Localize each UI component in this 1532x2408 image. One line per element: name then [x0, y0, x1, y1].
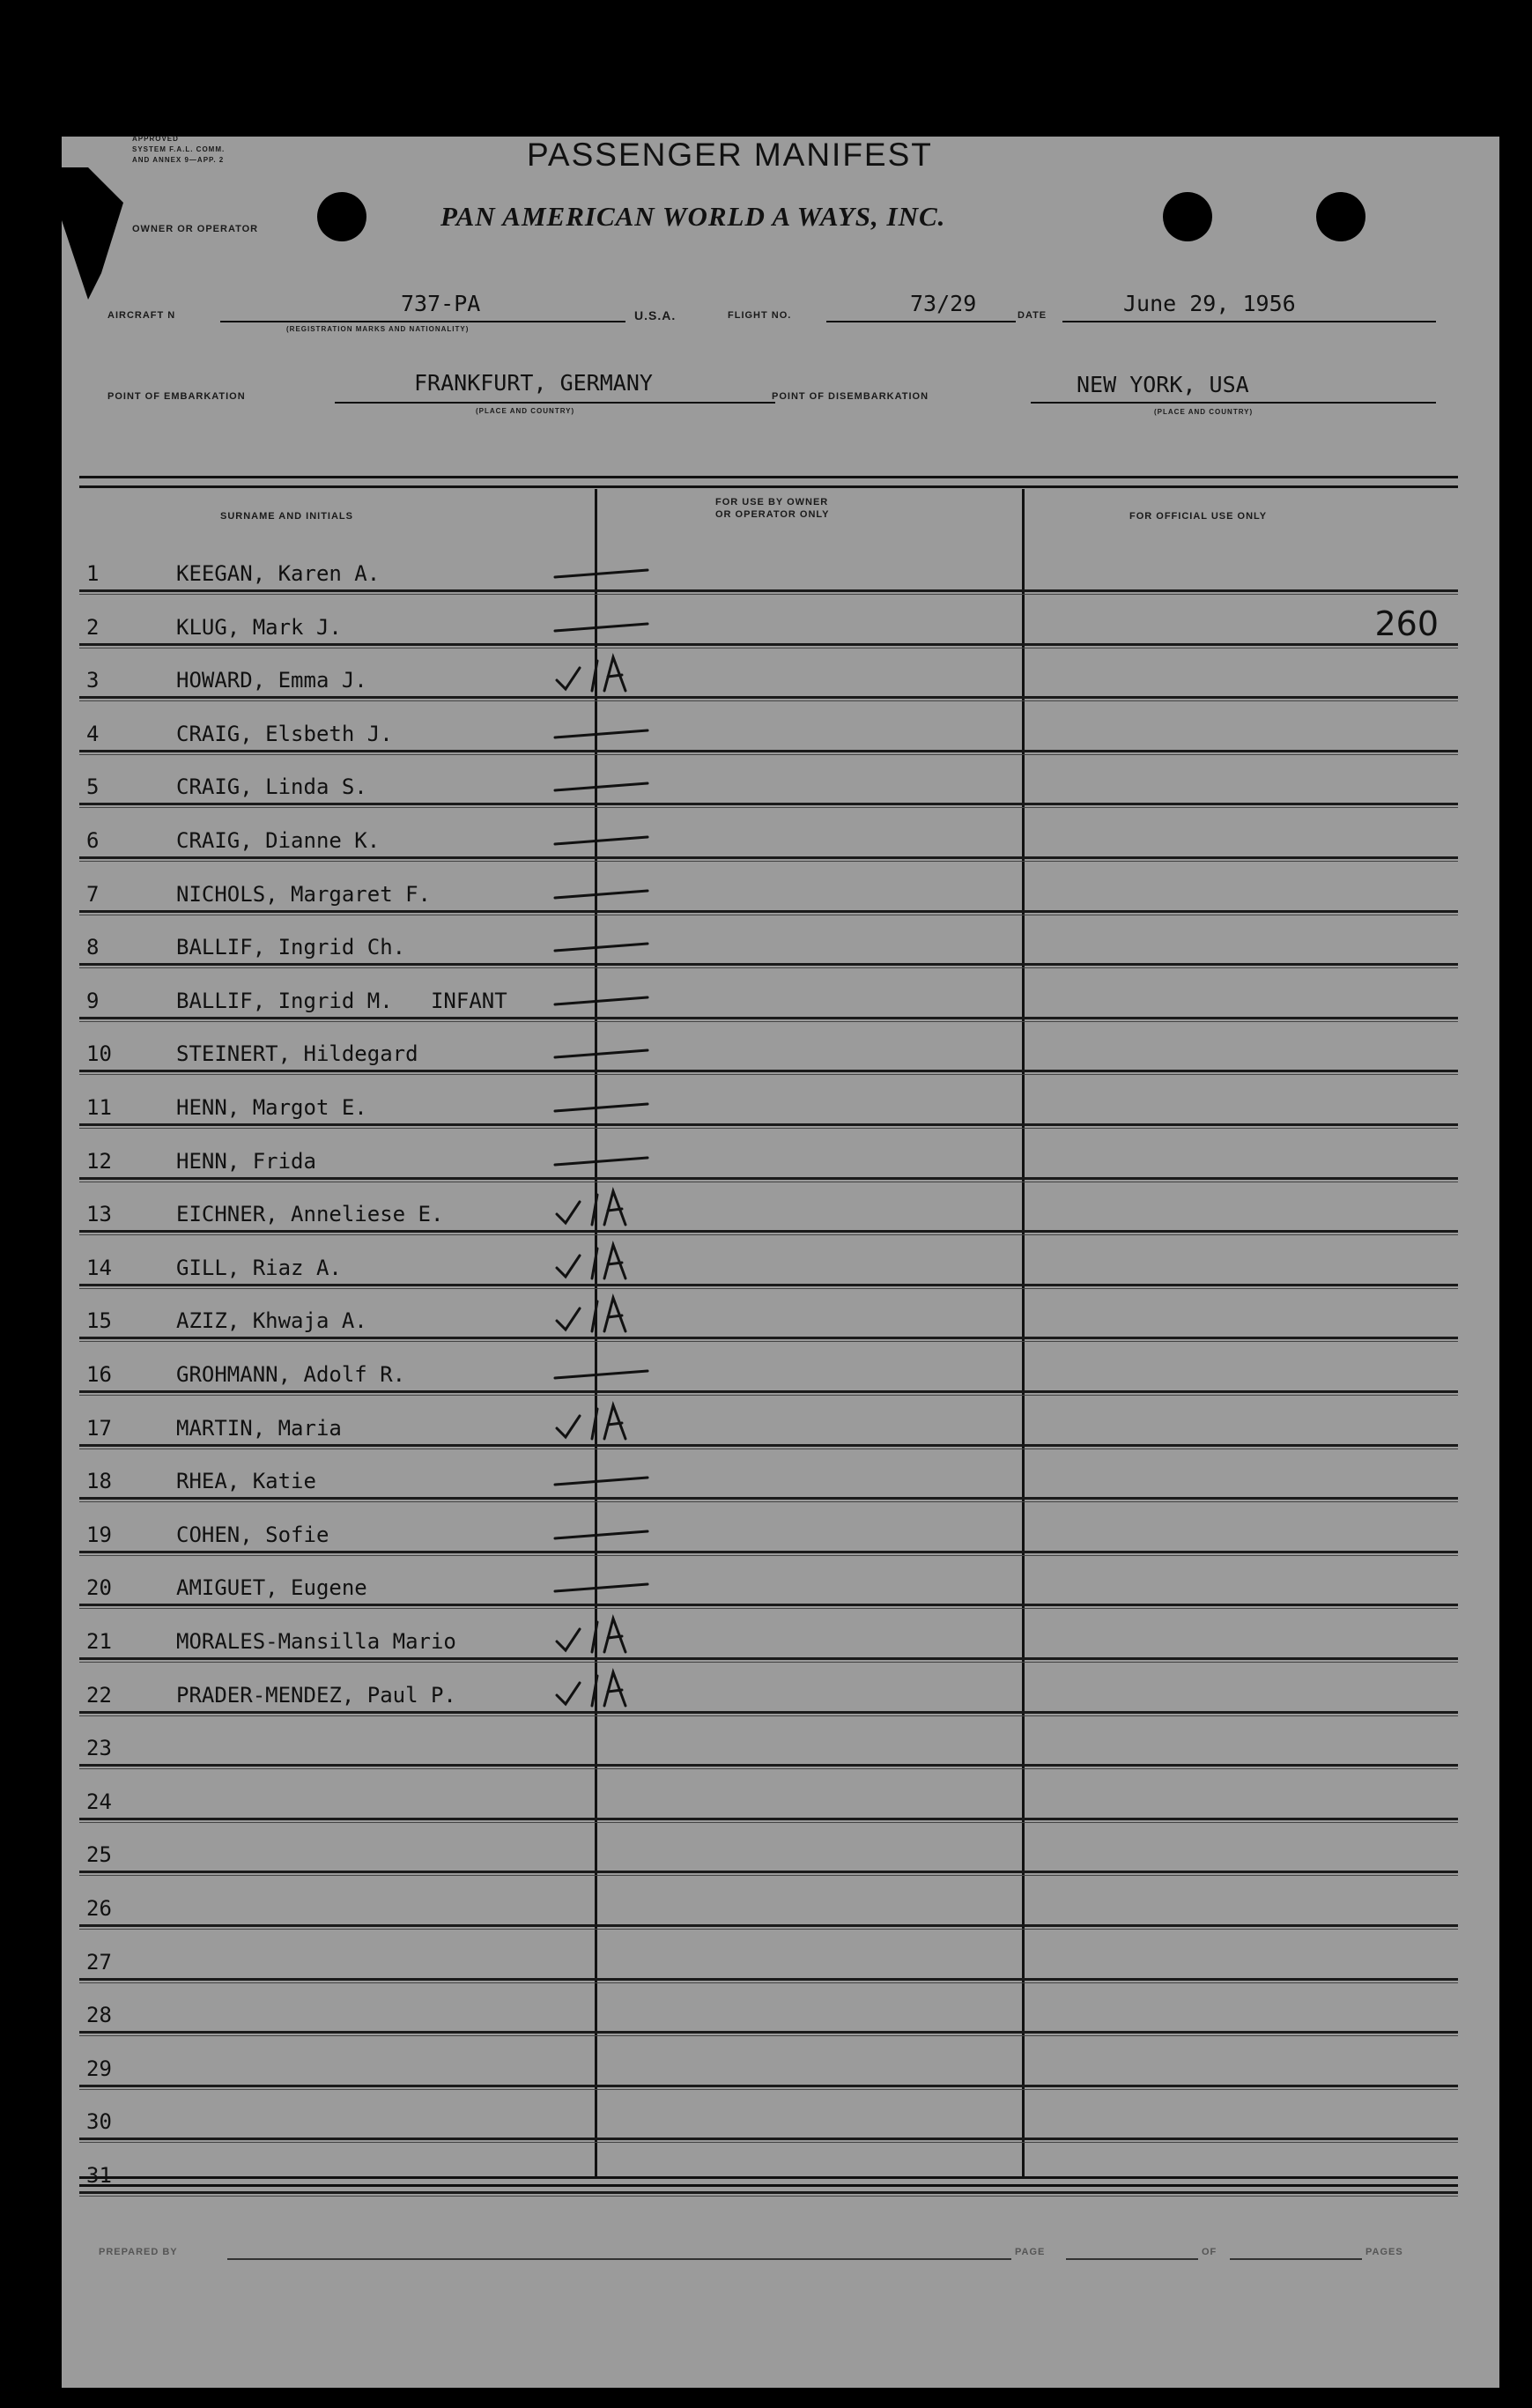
- passenger-name: CRAIG, Elsbeth J.: [176, 721, 393, 746]
- table-row: [79, 542, 1458, 595]
- row-number: 27: [86, 1949, 112, 1975]
- row-rule: [79, 963, 1458, 968]
- row-rule: [79, 1604, 1458, 1609]
- tick-mark-dash: [546, 542, 670, 595]
- table-row: [79, 1877, 1458, 1930]
- table-top-rule: [79, 476, 1458, 488]
- pages-label: PAGES: [1365, 2247, 1403, 2257]
- aircraft-value: 737-PA: [401, 291, 481, 316]
- tick-mark-dash: [546, 1130, 670, 1182]
- row-number: 31: [86, 2163, 112, 2188]
- row-number: 18: [86, 1469, 112, 1494]
- table-row: [79, 1343, 1458, 1396]
- tick-mark-dash: [546, 1503, 670, 1556]
- row-number: 12: [86, 1148, 112, 1174]
- row-rule: [79, 856, 1458, 862]
- row-number: 16: [86, 1362, 112, 1387]
- torn-corner: [35, 167, 141, 308]
- row-rule: [79, 2031, 1458, 2036]
- table-row: [79, 1182, 1458, 1235]
- row-rule: [79, 2138, 1458, 2143]
- table-row: [79, 1130, 1458, 1182]
- passenger-name: BALLIF, Ingrid Ch.: [176, 935, 406, 960]
- row-number: 1: [86, 561, 100, 586]
- tick-mark-dash: [546, 969, 670, 1022]
- tick-mark-dash: [546, 1343, 670, 1396]
- table-row: [79, 915, 1458, 968]
- punch-hole: [317, 192, 366, 241]
- row-number: 7: [86, 881, 100, 907]
- row-number: 8: [86, 935, 100, 960]
- table-row: [79, 1289, 1458, 1342]
- passenger-name: COHEN, Sofie: [176, 1522, 329, 1547]
- row-rule: [79, 1497, 1458, 1502]
- passenger-name: CRAIG, Dianne K.: [176, 828, 381, 853]
- tick-mark-dash: [546, 915, 670, 968]
- approval-line: SYSTEM F.A.L. COMM.: [132, 145, 226, 153]
- table-row: [79, 1716, 1458, 1769]
- table-row: [79, 1663, 1458, 1716]
- tick-mark-dash: [546, 755, 670, 808]
- date-label: DATE: [1018, 310, 1047, 321]
- table-row: [79, 596, 1458, 648]
- field-underline: [220, 321, 625, 322]
- passenger-name: HOWARD, Emma J.: [176, 668, 367, 693]
- table-row: [79, 1770, 1458, 1823]
- approval-line: APPROVED: [132, 135, 179, 143]
- passenger-name: CRAIG, Linda S.: [176, 774, 367, 800]
- row-rule: [79, 1070, 1458, 1075]
- passenger-name: AMIGUET, Eugene: [176, 1575, 367, 1601]
- table-row: [79, 1556, 1458, 1609]
- row-number: 13: [86, 1202, 112, 1227]
- row-rule: [79, 643, 1458, 648]
- table-row: [79, 1236, 1458, 1289]
- row-number: 15: [86, 1308, 112, 1334]
- table-row: [79, 2144, 1458, 2197]
- row-number: 29: [86, 2056, 112, 2081]
- row-rule: [79, 1017, 1458, 1022]
- row-number: 4: [86, 721, 100, 746]
- row-rule: [79, 1230, 1458, 1235]
- table-row: [79, 1449, 1458, 1502]
- table-row: [79, 2090, 1458, 2143]
- table-bottom-rule: [79, 2176, 1458, 2187]
- row-number: 10: [86, 1041, 112, 1067]
- table-row: [79, 1930, 1458, 1983]
- table-row: [79, 1823, 1458, 1876]
- row-rule: [79, 1924, 1458, 1930]
- tick-mark-check-ia: [546, 1663, 670, 1716]
- table-row: [79, 1397, 1458, 1449]
- row-number: 9: [86, 988, 100, 1013]
- row-number: 24: [86, 1789, 112, 1814]
- tick-mark-dash: [546, 1556, 670, 1609]
- passenger-name: RHEA, Katie: [176, 1469, 316, 1494]
- table-row: [79, 648, 1458, 701]
- official-use-value: 260: [1374, 604, 1439, 643]
- row-number: 25: [86, 1842, 112, 1868]
- table-row: [79, 1503, 1458, 1556]
- passenger-name: EICHNER, Anneliese E.: [176, 1202, 444, 1227]
- flight-label: FLIGHT NO.: [728, 310, 792, 321]
- page-title: PASSENGER MANIFEST: [527, 137, 933, 173]
- embarkation-caption: (PLACE AND COUNTRY): [476, 407, 575, 415]
- passenger-name: HENN, Frida: [176, 1148, 316, 1174]
- row-rule: [79, 910, 1458, 915]
- passenger-name: STEINERT, Hildegard: [176, 1041, 418, 1067]
- row-rule: [79, 1284, 1458, 1289]
- table-row: [79, 1022, 1458, 1075]
- row-number: 17: [86, 1415, 112, 1441]
- row-rule: [79, 803, 1458, 808]
- passenger-name: KLUG, Mark J.: [176, 614, 342, 640]
- table-row: [79, 702, 1458, 755]
- row-rule: [79, 1978, 1458, 1983]
- table-row: [79, 1076, 1458, 1129]
- footer-underline: [1066, 2258, 1198, 2260]
- passenger-name: NICHOLS, Margaret F.: [176, 881, 431, 907]
- punch-hole: [1316, 192, 1365, 241]
- tick-mark-check-ia: [546, 1289, 670, 1342]
- row-rule: [79, 2085, 1458, 2090]
- tick-mark-dash: [546, 863, 670, 915]
- row-number: 6: [86, 828, 100, 853]
- tick-mark-check-ia: [546, 648, 670, 701]
- passenger-name: HENN, Margot E.: [176, 1095, 367, 1120]
- tick-mark-check-ia: [546, 1397, 670, 1449]
- column-header-surname: SURNAME AND INITIALS: [220, 511, 353, 522]
- row-rule: [79, 1444, 1458, 1449]
- row-rule: [79, 1818, 1458, 1823]
- row-rule: [79, 1764, 1458, 1769]
- operator-name: PAN AMERICAN WORLD A WAYS, INC.: [440, 201, 946, 232]
- row-rule: [79, 2191, 1458, 2197]
- of-label: OF: [1202, 2247, 1217, 2257]
- field-underline: [1031, 402, 1436, 404]
- row-rule: [79, 589, 1458, 595]
- field-underline: [1062, 321, 1436, 322]
- row-rule: [79, 1871, 1458, 1876]
- table-row: [79, 969, 1458, 1022]
- row-number: 30: [86, 2109, 112, 2135]
- tick-mark-dash: [546, 1022, 670, 1075]
- operator-label: OWNER OR OPERATOR: [132, 224, 259, 234]
- page-label: PAGE: [1015, 2247, 1046, 2257]
- usa-label: U.S.A.: [634, 308, 677, 322]
- punch-hole: [1163, 192, 1212, 241]
- table-row: [79, 809, 1458, 862]
- registration-caption: (REGISTRATION MARKS AND NATIONALITY): [286, 325, 470, 333]
- field-underline: [826, 321, 1016, 322]
- passenger-name: GROHMANN, Adolf R.: [176, 1362, 406, 1387]
- footer-underline: [1230, 2258, 1362, 2260]
- approval-line: AND ANNEX 9—APP. 2: [132, 156, 225, 164]
- embarkation-label: POINT OF EMBARKATION: [107, 391, 246, 402]
- row-number: 19: [86, 1522, 112, 1547]
- aircraft-label: AIRCRAFT N: [107, 310, 176, 321]
- field-underline: [335, 402, 775, 404]
- row-number: 11: [86, 1095, 112, 1120]
- disembarkation-value: NEW YORK, USA: [1077, 372, 1249, 397]
- row-rule: [79, 696, 1458, 701]
- passenger-name: KEEGAN, Karen A.: [176, 561, 381, 586]
- flight-value: 73/29: [910, 291, 977, 316]
- row-number: 2: [86, 614, 100, 640]
- table-row: [79, 863, 1458, 915]
- row-rule: [79, 1657, 1458, 1663]
- tick-mark-dash: [546, 1449, 670, 1502]
- row-number: 5: [86, 774, 100, 800]
- row-rule: [79, 1390, 1458, 1396]
- tick-mark-dash: [546, 596, 670, 648]
- row-number: 23: [86, 1736, 112, 1761]
- row-number: 21: [86, 1629, 112, 1654]
- passenger-name: MARTIN, Maria: [176, 1415, 342, 1441]
- tick-mark-check-ia: [546, 1610, 670, 1663]
- row-rule: [79, 750, 1458, 755]
- disembarkation-label: POINT OF DISEMBARKATION: [772, 391, 929, 402]
- prepared-label: PREPARED BY: [99, 2247, 178, 2257]
- column-header-owner: FOR USE BY OWNER: [715, 497, 829, 508]
- tick-mark-dash: [546, 702, 670, 755]
- passenger-name: AZIZ, Khwaja A.: [176, 1308, 367, 1334]
- disembarkation-caption: (PLACE AND COUNTRY): [1154, 408, 1254, 416]
- passenger-name: PRADER-MENDEZ, Paul P.: [176, 1682, 456, 1708]
- tick-mark-dash: [546, 1076, 670, 1129]
- row-number: 14: [86, 1255, 112, 1280]
- table-row: [79, 755, 1458, 808]
- tick-mark-check-ia: [546, 1182, 670, 1235]
- tick-mark-check-ia: [546, 1236, 670, 1289]
- footer-underline: [227, 2258, 1011, 2260]
- row-number: 22: [86, 1682, 112, 1708]
- table-row: [79, 1610, 1458, 1663]
- row-rule: [79, 1123, 1458, 1129]
- column-header-official: FOR OFFICIAL USE ONLY: [1129, 511, 1268, 522]
- passenger-name: GILL, Riaz A.: [176, 1255, 342, 1280]
- row-rule: [79, 1337, 1458, 1342]
- column-header-owner: OR OPERATOR ONLY: [715, 509, 830, 520]
- passenger-name: MORALES-Mansilla Mario: [176, 1629, 456, 1654]
- row-rule: [79, 1551, 1458, 1556]
- table-row: [79, 2037, 1458, 2090]
- row-number: 20: [86, 1575, 112, 1601]
- row-number: 26: [86, 1896, 112, 1921]
- row-number: 28: [86, 2003, 112, 2028]
- embarkation-value: FRANKFURT, GERMANY: [414, 370, 653, 396]
- row-number: 3: [86, 668, 100, 693]
- table-row: [79, 1983, 1458, 2036]
- row-rule: [79, 1711, 1458, 1716]
- row-rule: [79, 1177, 1458, 1182]
- passenger-name: BALLIF, Ingrid M. INFANT: [176, 988, 507, 1013]
- date-value: June 29, 1956: [1123, 291, 1296, 316]
- tick-mark-dash: [546, 809, 670, 862]
